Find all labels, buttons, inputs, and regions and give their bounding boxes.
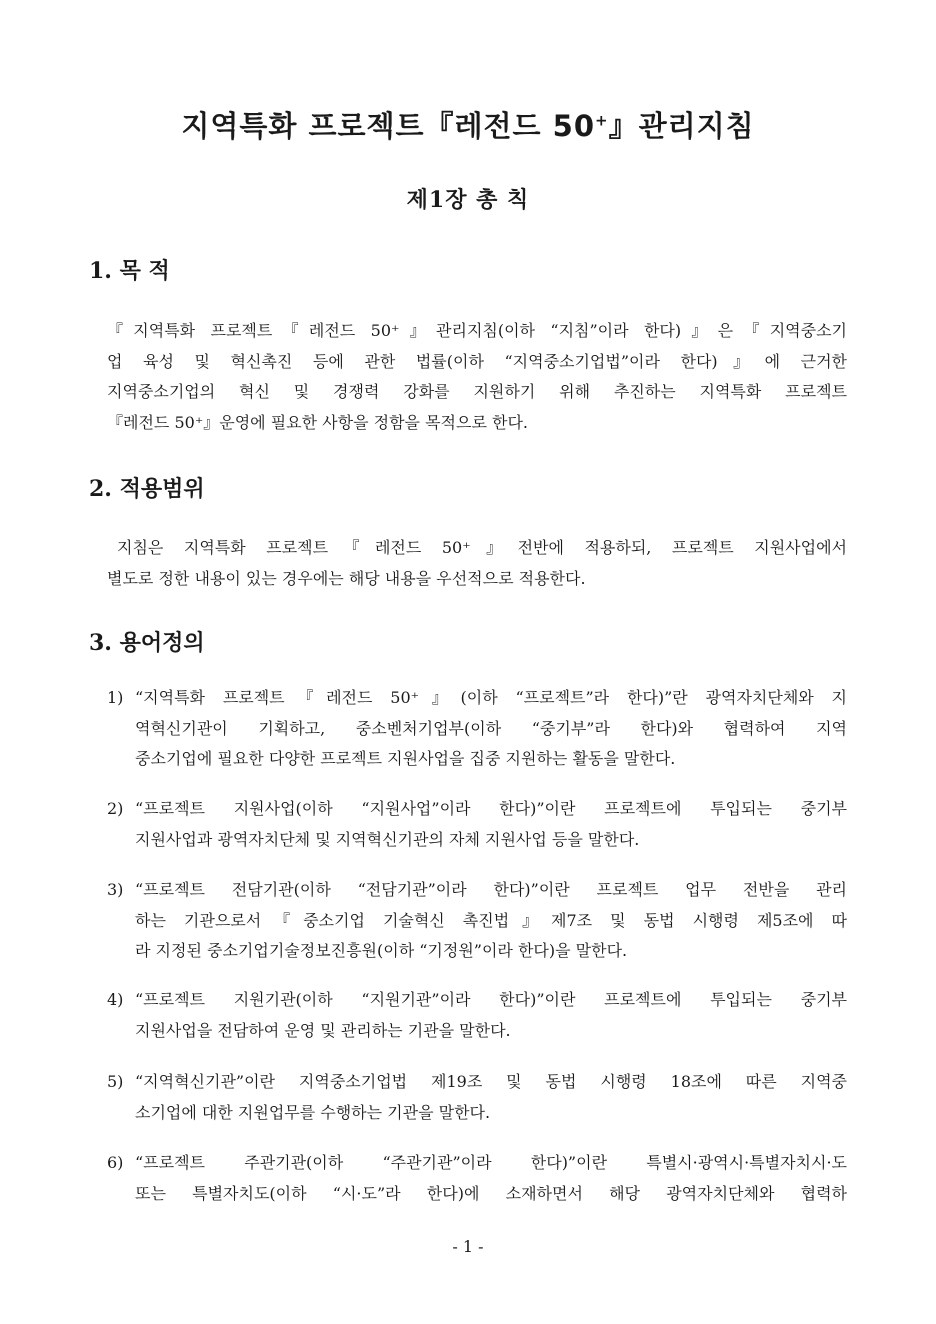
section-heading-scope: 2. 적용범위	[89, 476, 205, 502]
definition-item	[107, 1148, 847, 1209]
text-line: “프로젝트 전담기관(이하 “전담기관”이라 한다)”이란 프로젝트 업무 전반을 관리	[135, 880, 847, 899]
text-line: “프로젝트 주관기관(이하 “주관기관”이라 한다)”이란 특별시·광역시·특별자치시·도	[135, 1153, 847, 1172]
text-line: 지원사업과 광역자치단체 및 지역혁신기관의 자체 지원사업 등을 말한다.	[135, 829, 640, 849]
section-heading-definitions: 3. 용어정의	[89, 630, 205, 656]
section-heading-purpose: 1. 목 적	[89, 258, 170, 284]
text-line: “지역특화 프로젝트『레전드 50⁺』(이하 “프로젝트”라 한다)”란 광역자치단체와 지	[135, 688, 847, 707]
item-number: 6)	[107, 1153, 124, 1172]
item-number: 2)	[107, 799, 124, 818]
definition-item	[107, 875, 847, 967]
text-line: 또는 특별자치도(이하 “시·도”라 한다)에 소재하면서 해당 광역자치단체와 협력하	[135, 1183, 847, 1203]
item-number: 3)	[107, 880, 124, 899]
text-line: “지역혁신기관”이란 지역중소기업법 제19조 및 동법 시행령 18조에 따른 지역중	[135, 1072, 847, 1091]
definition-item	[107, 985, 847, 1046]
text-line: 『레전드 50⁺』운영에 필요한 사항을 정함을 목적으로 한다.	[107, 412, 528, 432]
text-line: 중소기업에 필요한 다양한 프로젝트 지원사업을 집중 지원하는 활동을 말한다.	[135, 749, 676, 768]
title-superscript: +	[595, 111, 609, 130]
document-title: 지역특화 프로젝트『레전드 50+』관리지침	[181, 109, 755, 143]
definition-item	[107, 794, 847, 855]
text-line: 『지역특화 프로젝트『레전드 50⁺』관리지침(이하 “지침”이라 한다)』은『지역중소기	[107, 321, 847, 340]
text-line: 소기업에 대한 지원업무를 수행하는 기관을 말한다.	[135, 1102, 491, 1122]
chapter-heading: 제1장 총 칙	[406, 187, 530, 213]
page-number: - 1 -	[452, 1237, 484, 1256]
text-line: “프로젝트 지원기관(이하 “지원기관”이라 한다)”이란 프로젝트에 투입되는 중기부	[135, 990, 847, 1009]
definition-item	[107, 683, 847, 775]
text-line: 별도로 정한 내용이 있는 경우에는 해당 내용을 우선적으로 적용한다.	[107, 568, 586, 588]
item-number: 5)	[107, 1072, 124, 1091]
section-body-scope	[107, 533, 847, 594]
definition-item	[107, 1067, 847, 1128]
text-line: 역혁신기관이 기획하고, 중소벤처기업부(이하 “중기부”라 한다)와 협력하여 지역	[135, 718, 847, 738]
text-line: 하는 기관으로서『중소기업 기술혁신 촉진법』제7조 및 동법 시행령 제5조에 따	[135, 910, 847, 930]
text-line: 라 지정된 중소기업기술정보진흥원(이하 “기정원”이라 한다)을 말한다.	[135, 941, 628, 960]
item-number: 4)	[107, 990, 124, 1009]
text-line: “프로젝트 지원사업(이하 “지원사업”이라 한다)”이란 프로젝트에 투입되는 중기부	[135, 799, 847, 818]
text-line: 지역중소기업의 혁신 및 경쟁력 강화를 지원하기 위해 추진하는 지역특화 프로젝트	[107, 382, 847, 401]
item-number: 1)	[107, 688, 124, 707]
text-line: 지원사업을 전담하여 운영 및 관리하는 기관을 말한다.	[135, 1020, 511, 1040]
section-body-purpose	[107, 316, 847, 438]
text-line: 업 육성 및 혁신촉진 등에 관한 법률(이하 “지역중소기업법”이라 한다)』에 근거한	[107, 351, 847, 371]
text-line: 지침은 지역특화 프로젝트『레전드 50⁺』전반에 적용하되, 프로젝트 지원사업에서	[117, 538, 847, 557]
